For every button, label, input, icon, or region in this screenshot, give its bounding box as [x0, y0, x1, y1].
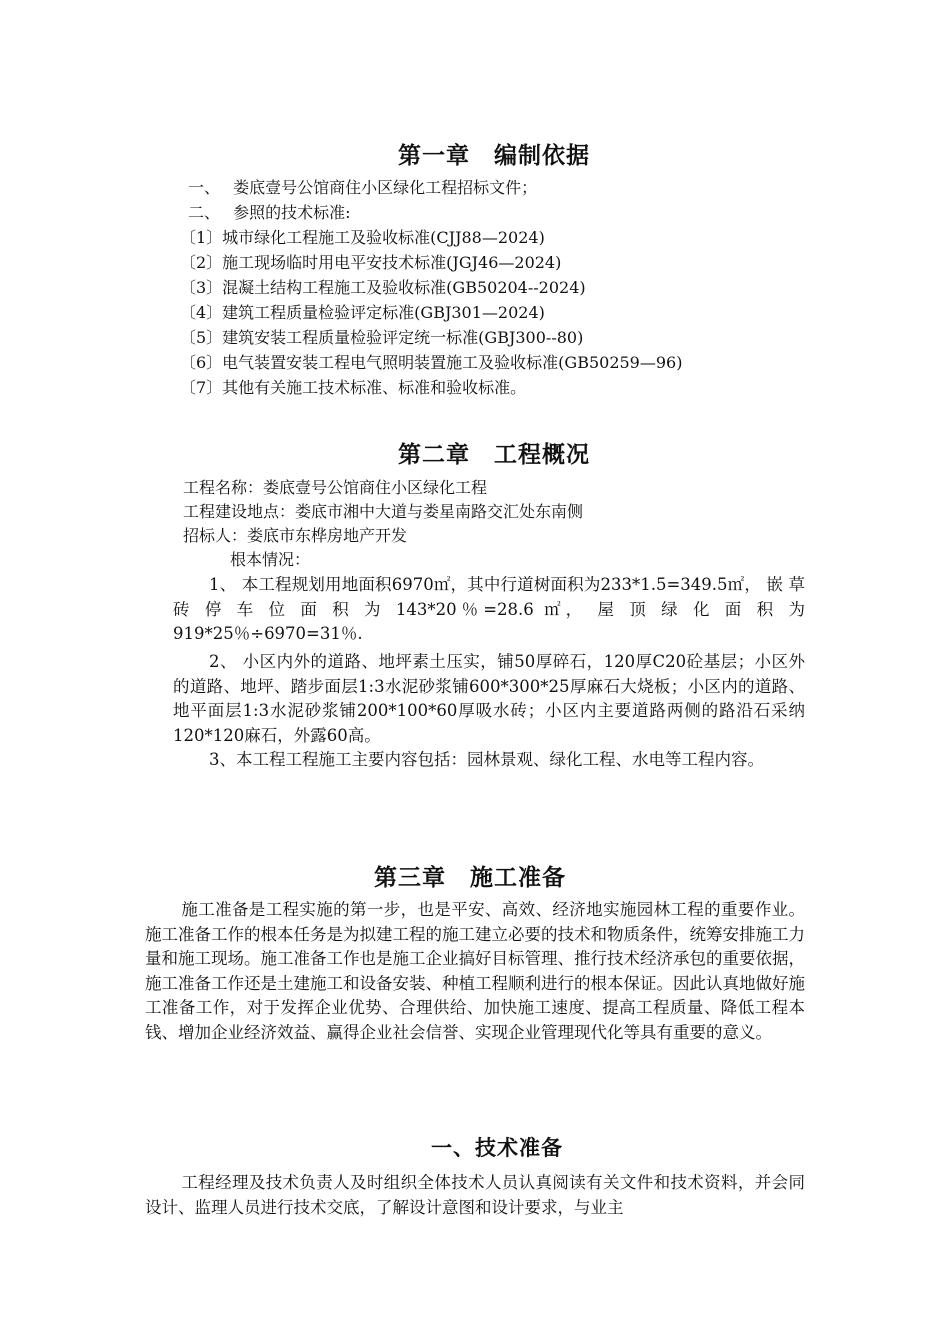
standard-item-2: 〔2〕施工现场临时用电平安技术标准(JGJ46—2024)	[180, 253, 562, 272]
standard-item-5: 〔5〕建筑安装工程质量检验评定统一标准(GBJ300--80)	[180, 328, 584, 347]
standard-item-6: 〔6〕电气装置安装工程电气照明装置施工及验收标准(GB50259—96)	[180, 353, 683, 372]
standard-item-4: 〔4〕建筑工程质量检验评定标准(GBJ301—2024)	[180, 303, 545, 322]
basic-situation-label: 根本情况：	[230, 550, 311, 569]
technical-prep-paragraph	[145, 1171, 805, 1220]
chapter-3-title: 第三章 施工准备	[374, 865, 566, 891]
project-bidder: 招标人：娄底市东桦房地产开发	[183, 526, 408, 545]
preparation-paragraph-text: 施工准备是工程实施的第一步，也是平安、高效、经济地实施园林工程的重要作业。施工准备工作的根本任务是为拟建工程的施工建立必要的技术和物质条件，统筹安排施工力量和施工现场。施工准备工作也是施工企业搞好目标管理、推行技术经济承包的重要依据，施工准备工作还是土建施工和设备安装、种植工程顺利进行的根本保证。因此认真地做好施工准备工作，对于发挥企业优势、合理供给、加快施工速度、提高工程质量、降低工程本钱、增加企业经济效益、赢得企业社会信誉、实现企业管理现代化等具有重要的意义。	[145, 900, 805, 1042]
preparation-paragraph	[145, 898, 805, 1045]
basis-item-1: 一、 娄底壹号公馆商住小区绿化工程招标文件；	[188, 178, 538, 197]
overview-paragraph-3-text: 3、本工程工程施工主要内容包括：园林景观、绿化工程、水电等工程内容。	[209, 750, 764, 769]
overview-paragraph-1-text: 1、 本工程规划用地面积6970㎡，其中行道树面积为233*1.5=349.5㎡， 嵌 草 砖 停 车 位 面 积 为 143*20％=28.6 ㎡， 屋 顶 绿 化 面 积 为 919*25％÷6970=31％.	[173, 575, 805, 643]
overview-paragraph-2-text: 2、 小区内外的道路、地坪素土压实，铺50厚碎石，120厚C20砼基层；小区外的道路、地坪、踏步面层1:3水泥砂浆铺600*300*25厚麻石大烧板；小区内的道路、地平面层1:3水泥砂浆铺200*100*60厚吸水砖；小区内主要道路两侧的路沿石采纳120*120麻石，外露60高。	[173, 652, 805, 745]
section-technical-prep-title: 一、技术准备	[431, 1136, 563, 1160]
overview-paragraph-3	[173, 748, 805, 773]
chapter-2-title: 第二章 工程概况	[398, 442, 590, 468]
basis-item-2: 二、 参照的技术标准:	[188, 203, 351, 222]
project-name: 工程名称：娄底壹号公馆商住小区绿化工程	[183, 478, 488, 497]
standard-item-1: 〔1〕城市绿化工程施工及验收标准(CJJ88—2024)	[180, 228, 545, 247]
chapter-1-title: 第一章 编制依据	[398, 143, 590, 169]
overview-paragraph-1	[173, 573, 805, 647]
technical-prep-paragraph-text: 工程经理及技术负责人及时组织全体技术人员认真阅读有关文件和技术资料，并会同设计、监理人员进行技术交底，了解设计意图和设计要求，与业主	[145, 1173, 805, 1217]
standard-item-7: 〔7〕其他有关施工技术标准、标准和验收标准。	[180, 378, 527, 397]
overview-paragraph-2	[173, 650, 805, 748]
standard-item-3: 〔3〕混凝土结构工程施工及验收标准(GB50204--2024)	[180, 278, 586, 297]
project-site: 工程建设地点：娄底市湘中大道与娄星南路交汇处东南侧	[183, 502, 584, 521]
